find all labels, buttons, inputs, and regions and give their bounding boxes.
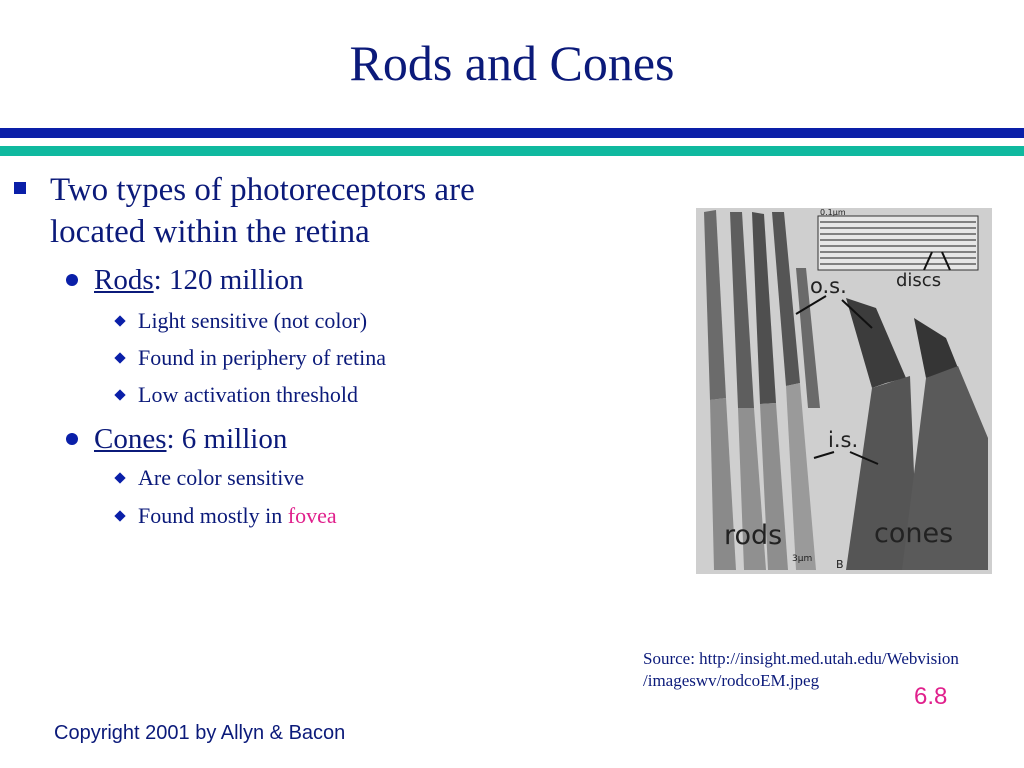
label-discs: discs [896,270,942,291]
rods-item [138,307,367,335]
diamond-bullet-icon [114,510,125,521]
label-is: i.s. [828,428,859,452]
cones-item-text: Found mostly in [138,503,288,528]
label-scale: 3μm [792,554,813,564]
cones-item [138,502,337,530]
label-rods: rods [724,520,783,551]
diamond-bullet-icon [114,315,125,326]
source-line1: Source: http://insight.med.utah.edu/Webvision [643,649,959,668]
micrograph-figure [696,208,992,574]
source-citation [643,648,959,692]
rods-item-text: Found in periphery of retina [138,345,387,370]
bullet-main-line2: located within the retina [50,214,370,250]
source-line2: /imageswv/rodcoEM.jpeg [643,671,820,690]
copyright-footer: Copyright 2001 by Allyn & Bacon [54,722,346,744]
round-bullet-icon [66,433,78,445]
cones-label: Cones [94,423,167,455]
bullet-main [50,170,475,210]
label-cones: cones [874,518,954,549]
label-os: o.s. [810,274,847,298]
rods-item-text: Low activation threshold [138,382,358,407]
header-rule-teal [0,146,1024,156]
bullet-main-cont [50,212,370,252]
page-number: 6.8 [914,683,948,710]
bullet-cones [94,422,287,456]
cones-value: : 6 million [166,423,288,455]
bullet-main-line1: Two types of photoreceptors are [50,172,475,208]
label-panel-b: B [836,558,844,571]
rods-item [138,344,386,372]
header-rule-blue [0,128,1024,138]
cones-item-text: Are color sensitive [138,465,305,490]
rods-item [138,381,358,409]
rods-value: : 120 million [153,264,304,296]
diamond-bullet-icon [114,389,125,400]
rods-label: Rods [94,264,154,296]
rods-item-text: Light sensitive (not color) [138,308,368,333]
diamond-bullet-icon [114,472,125,483]
diamond-bullet-icon [114,352,125,363]
square-bullet-icon [14,182,26,194]
cones-item [138,464,304,492]
slide-title: Rods and Cones [349,35,675,91]
label-scale-top: 0.1μm [820,208,846,217]
fovea-highlight: fovea [287,503,337,528]
round-bullet-icon [66,274,78,286]
bullet-rods [94,263,303,297]
